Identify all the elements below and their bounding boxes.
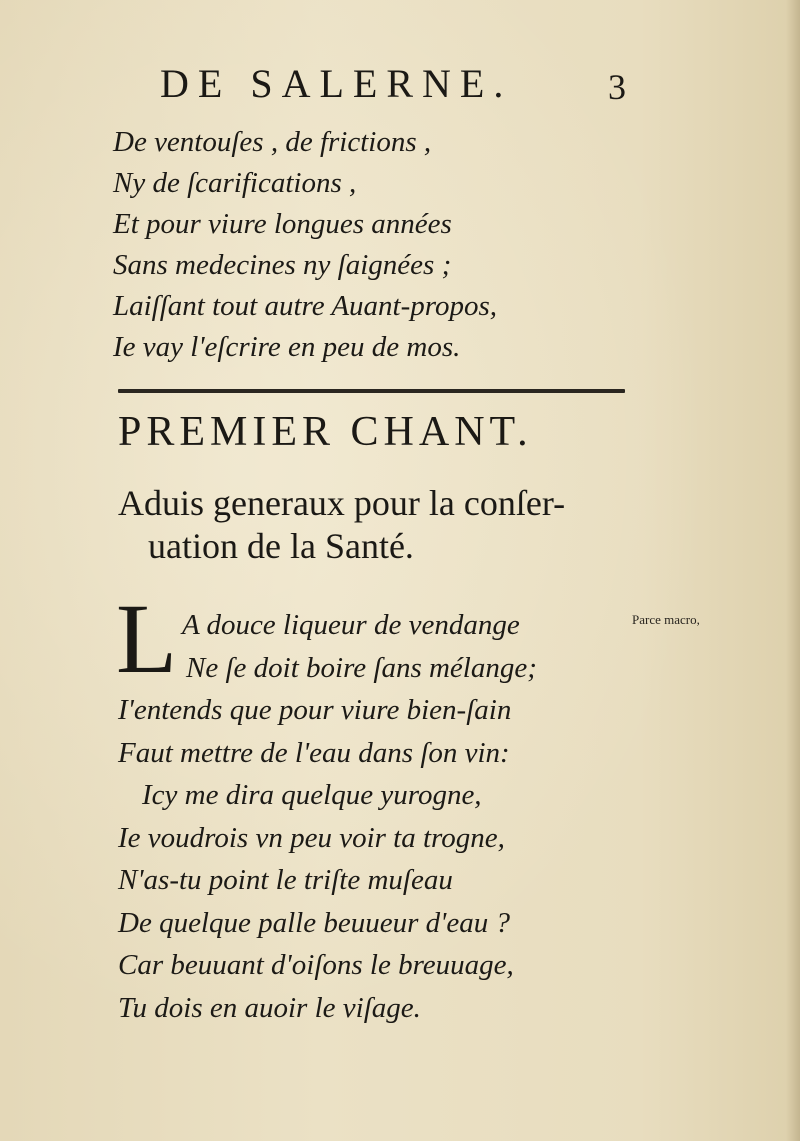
verse-line: Ny de ſcarifications , bbox=[113, 167, 357, 199]
verse-line: Sans medecines ny ſaignées ; bbox=[113, 249, 452, 281]
running-head: DE SALERNE. bbox=[160, 61, 513, 106]
verse-line: De ventouſes , de frictions , bbox=[113, 126, 432, 158]
verse-line: A douce liqueur de vendange bbox=[182, 609, 520, 641]
verse-line: De quelque palle beuueur d'eau ? bbox=[118, 906, 510, 939]
subtitle-line: uation de la Santé. bbox=[148, 526, 414, 566]
chant-title: PREMIER CHANT. bbox=[118, 409, 533, 455]
verse-line: N'as-tu point le triſte muſeau bbox=[118, 864, 453, 896]
chant-subtitle bbox=[118, 482, 638, 568]
verse-line: Laiſſant tout autre Auant-propos, bbox=[113, 290, 498, 322]
verse-line: Ne ſe doit boire ſans mélange; bbox=[186, 651, 537, 684]
verse-line: Faut mettre de l'eau dans ſon vin: bbox=[118, 736, 510, 769]
verse-line: Icy me dira quelque yurogne, bbox=[142, 779, 482, 811]
verse-line: Ie vay l'eſcrire en peu de mos. bbox=[113, 331, 461, 363]
section-divider bbox=[118, 389, 625, 393]
subtitle-line: Aduis generaux pour la conſer- bbox=[118, 483, 566, 523]
page-header bbox=[160, 60, 660, 110]
marginal-note: Parce macro, bbox=[632, 612, 700, 627]
page-edge-shadow bbox=[786, 0, 800, 1141]
verse-line: Ie voudrois vn peu voir ta trogne, bbox=[118, 821, 505, 854]
verse-line: Et pour viure longues années bbox=[113, 208, 452, 240]
verse-top bbox=[113, 122, 633, 368]
drop-cap: L bbox=[116, 583, 178, 694]
chant-verse bbox=[118, 604, 618, 1029]
verse-line: I'entends que pour viure bien-ſain bbox=[118, 694, 512, 726]
verse-line: Tu dois en auoir le viſage. bbox=[118, 991, 421, 1024]
verse-line: Car beuuant d'oiſons le breuuage, bbox=[118, 949, 514, 981]
page-number: 3 bbox=[608, 67, 626, 107]
